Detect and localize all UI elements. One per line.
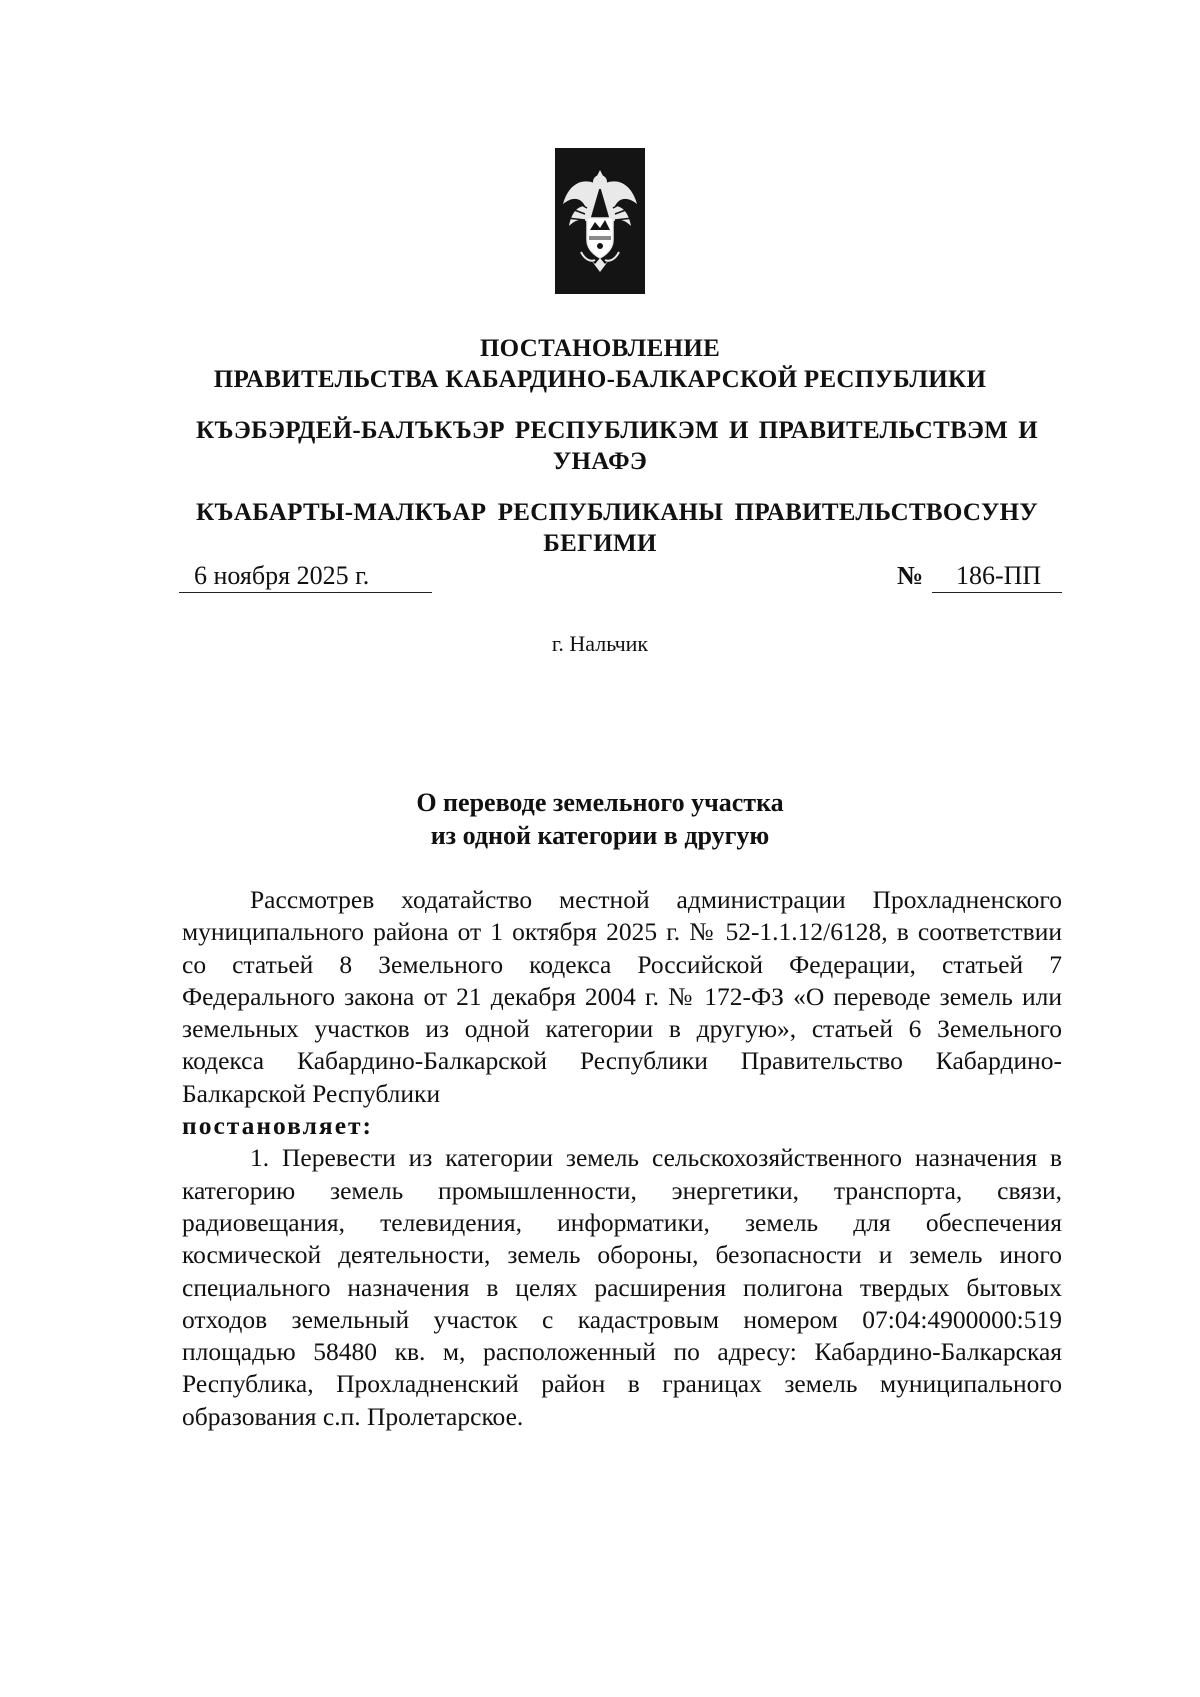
decree-word: постановляет: [182,1111,374,1141]
header-line-1: ПОСТАНОВЛЕНИЕ [479,335,721,362]
document-title-line-2: из одной категории в другую [430,821,770,850]
header-line-5: КЪАБАРТЫ-МАЛКЪАР РЕСПУБЛИКАНЫ ПРАВИТЕЛЬСТВОСУНУ [196,499,1038,526]
coat-of-arms-emblem [555,148,645,294]
document-number-block [897,560,1062,594]
preamble-paragraph: Рассмотрев ходатайство местной администрации Прохладненского муниципального района от 1 октября 2025 г. № 52-1.1.12/6128, в соответствии со статьей 8 Земельного кодекса Российской Федерации, статьей 7 Федерального закона от 21 декабря 2004 г. № 172-ФЗ «О переводе земель или земельных участков из одной категории в другую», статьей 6 Земельного кодекса Кабардино-Балкарской Республики Правительство Кабардино-Балкарской Республики [182,885,1062,1108]
number-sign: № [897,561,924,590]
eagle-emblem-icon [555,148,645,294]
document-date: 6 ноября 2025 г. [179,560,432,593]
header-line-6: БЕГИМИ [543,530,657,557]
item-1-paragraph: 1. Перевести из категории земель сельскохозяйственного назначения в категорию земель промышленности, энергетики, транспорта, связи, радиовещания, телевидения, информатики, земель для обеспечения космической деятельности, земель обороны, безопасности и земель иного специального назначения в целях расширения полигона твердых бытовых отходов земельный участок с кадастровым номером 07:04:4900000:519 площадью 58480 кв. м, расположенный по адресу: Кабардино-Балкарская Республика, Прохладненский район в границах земель муниципального образования с.п. Пролетарское. [182,1143,1062,1431]
header-line-2: ПРАВИТЕЛЬСТВА КАБАРДИНО-БАЛКАРСКОЙ РЕСПУБЛИКИ [213,366,987,393]
document-body [182,884,1062,1433]
document-title-line-1: О переводе земельного участка [416,788,784,817]
header-line-3: КЪЭБЭРДЕЙ-БАЛЪКЪЭР РЕСПУБЛИКЭМ И ПРАВИТЕЛЬСТВЭМ И [196,417,1038,444]
header-line-4: УНАФЭ [552,448,648,475]
document-city: г. Нальчик [551,631,649,656]
document-number: 186-ПП [932,560,1062,593]
